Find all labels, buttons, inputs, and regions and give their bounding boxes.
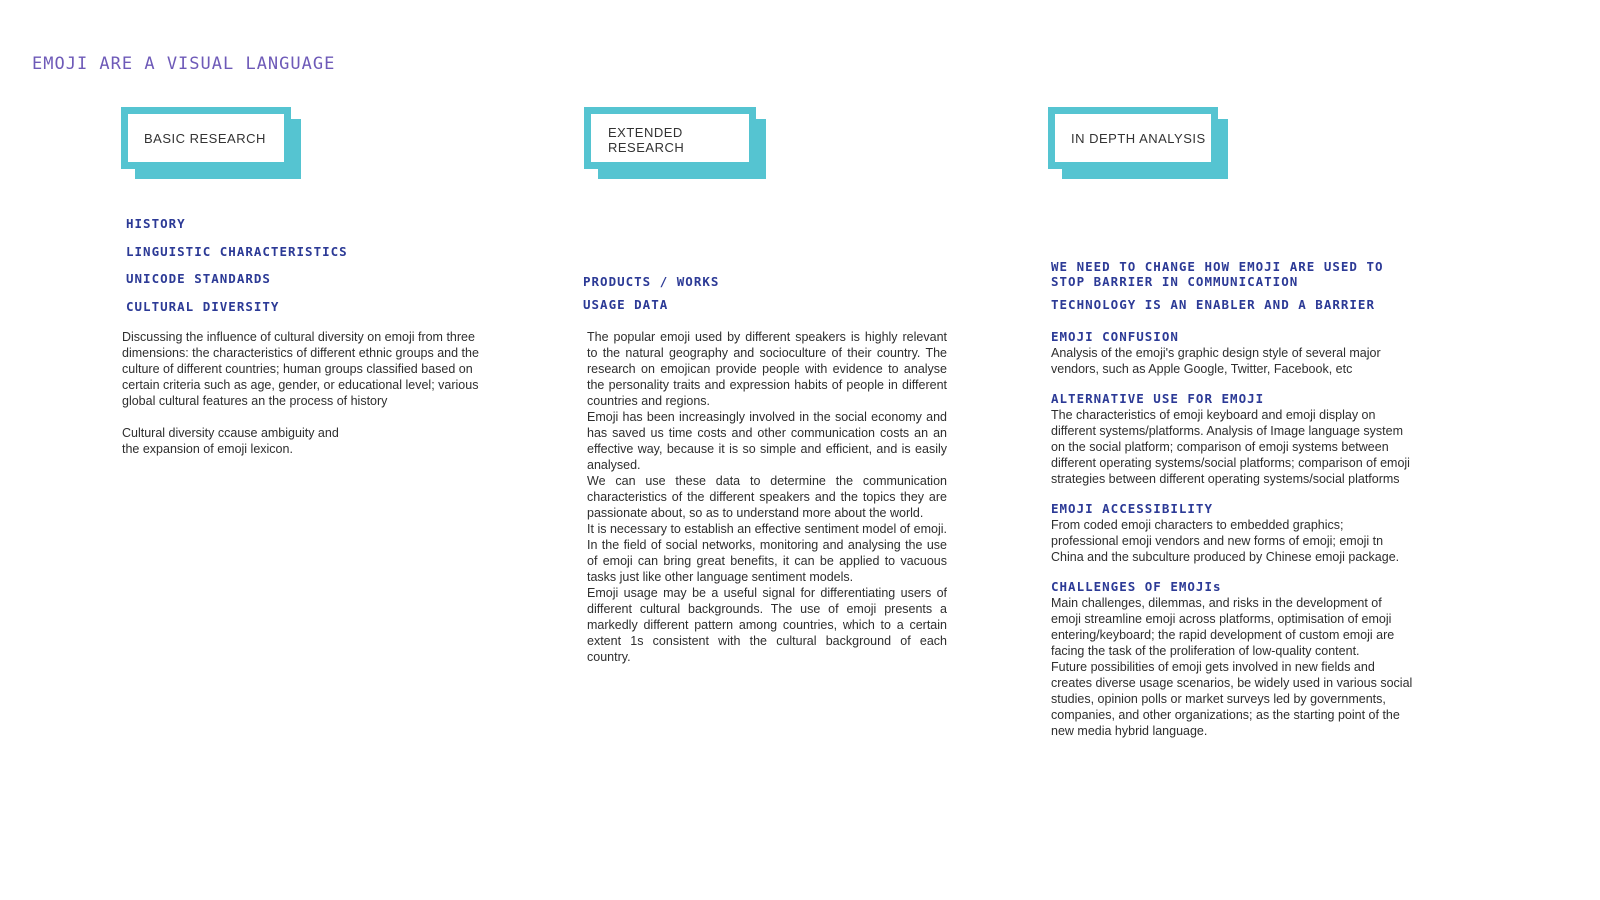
section-text: From coded emoji characters to embedded graphics; professional emoji vendors and new forms of emoji; emoji tn China and the subculture produced by Chinese emoji package. <box>1051 518 1400 564</box>
paragraph: Cultural diversity ccause ambiguity and the expansion of emoji lexicon. <box>122 426 339 456</box>
section-text: Future possibilities of emoji gets involved in new fields and creates diverse usage scenarios, be widely used in various social studies, opinion polls or market surveys led by governments, companies, and other organizations; as the starting point of the new media hybrid language. <box>1051 660 1413 738</box>
basic-research-text <box>122 329 482 457</box>
topic-technology: TECHNOLOGY IS AN ENABLER AND A BARRIER <box>1051 297 1375 312</box>
paragraph: Emoji usage may be a useful signal for differentiating users of different cultural backgrounds. The use of emoji presents a markedly different pattern among countries, which to a certain extent 1s consistent with the cultural background of each country. <box>587 586 947 664</box>
section-heading: ALTERNATIVE USE FOR EMOJI <box>1051 391 1265 406</box>
section-heading: EMOJI CONFUSION <box>1051 329 1179 344</box>
paragraph: Discussing the influence of cultural diversity on emoji from three dimensions: the characteristics of different ethnic groups and the culture of different countries; human groups classified based on certain criteria such as age, gender, or educational level; various global cultural features an the process of history <box>122 330 479 408</box>
topic-change-usage: WE NEED TO CHANGE HOW EMOJI ARE USED TO STOP BARRIER IN COMMUNICATION <box>1051 259 1384 289</box>
page-title: EMOJI ARE A VISUAL LANGUAGE <box>32 54 336 74</box>
section-challenges <box>1051 579 1413 739</box>
paragraph: We can use these data to determine the communication characteristics of the different speakers and the topics they are passionate about, so as to understand more about the world. <box>587 474 947 520</box>
extended-research-text <box>587 329 947 665</box>
box-label: IN DEPTH ANALYSIS <box>1048 107 1218 169</box>
in-depth-analysis-text <box>1051 329 1413 739</box>
section-heading: CHALLENGES OF EMOJIs <box>1051 579 1222 594</box>
section-accessibility <box>1051 501 1413 565</box>
section-text: The characteristics of emoji keyboard and emoji display on different systems/platforms. Analysis of Image language system on the social platform; comparison of emoji systems between different operating systems/social platforms; comparison of emoji strategies between different operating systems/social platforms <box>1051 408 1410 486</box>
topic-unicode: UNICODE STANDARDS <box>126 271 271 286</box>
section-alternative-use <box>1051 391 1413 487</box>
box-label: BASIC RESEARCH <box>121 107 291 169</box>
topic-linguistic: LINGUISTIC CHARACTERISTICS <box>126 244 348 259</box>
topic-usage-data: USAGE DATA <box>583 297 669 312</box>
topic-history: HISTORY <box>126 216 186 231</box>
in-depth-analysis-box <box>1048 107 1228 179</box>
topic-products: PRODUCTS / WORKS <box>583 274 720 289</box>
paragraph: It is necessary to establish an effective sentiment model of emoji. In the field of social networks, monitoring and analysing the use of emoji can bring great benefits, it can be applied to vacuous tasks just like other language sentiment models. <box>587 522 947 584</box>
box-label: EXTENDED RESEARCH <box>584 107 756 169</box>
extended-research-box <box>584 107 766 179</box>
section-text: Analysis of the emoji's graphic design style of several major vendors, such as Apple Google, Twitter, Facebook, etc <box>1051 346 1381 376</box>
section-emoji-confusion <box>1051 329 1413 377</box>
topic-cultural: CULTURAL DIVERSITY <box>126 299 280 314</box>
section-heading: EMOJI ACCESSIBILITY <box>1051 501 1213 516</box>
paragraph: The popular emoji used by different speakers is highly relevant to the natural geography and socioculture of their country. The research on emojican provide people with evidence to analyse the personality traits and expression habits of people in different countries and regions. <box>587 330 947 408</box>
basic-research-box <box>121 107 301 179</box>
paragraph: Emoji has been increasingly involved in the social economy and has saved us time costs and other communication costs an an effective way, because it is so simple and efficient, and is easily analysed. <box>587 410 947 472</box>
section-text: Main challenges, dilemmas, and risks in the development of emoji streamline emoji across platforms, optimisation of emoji entering/keyboard; the rapid development of custom emoji are facing the task of the proliferation of low-quality content. <box>1051 596 1395 658</box>
